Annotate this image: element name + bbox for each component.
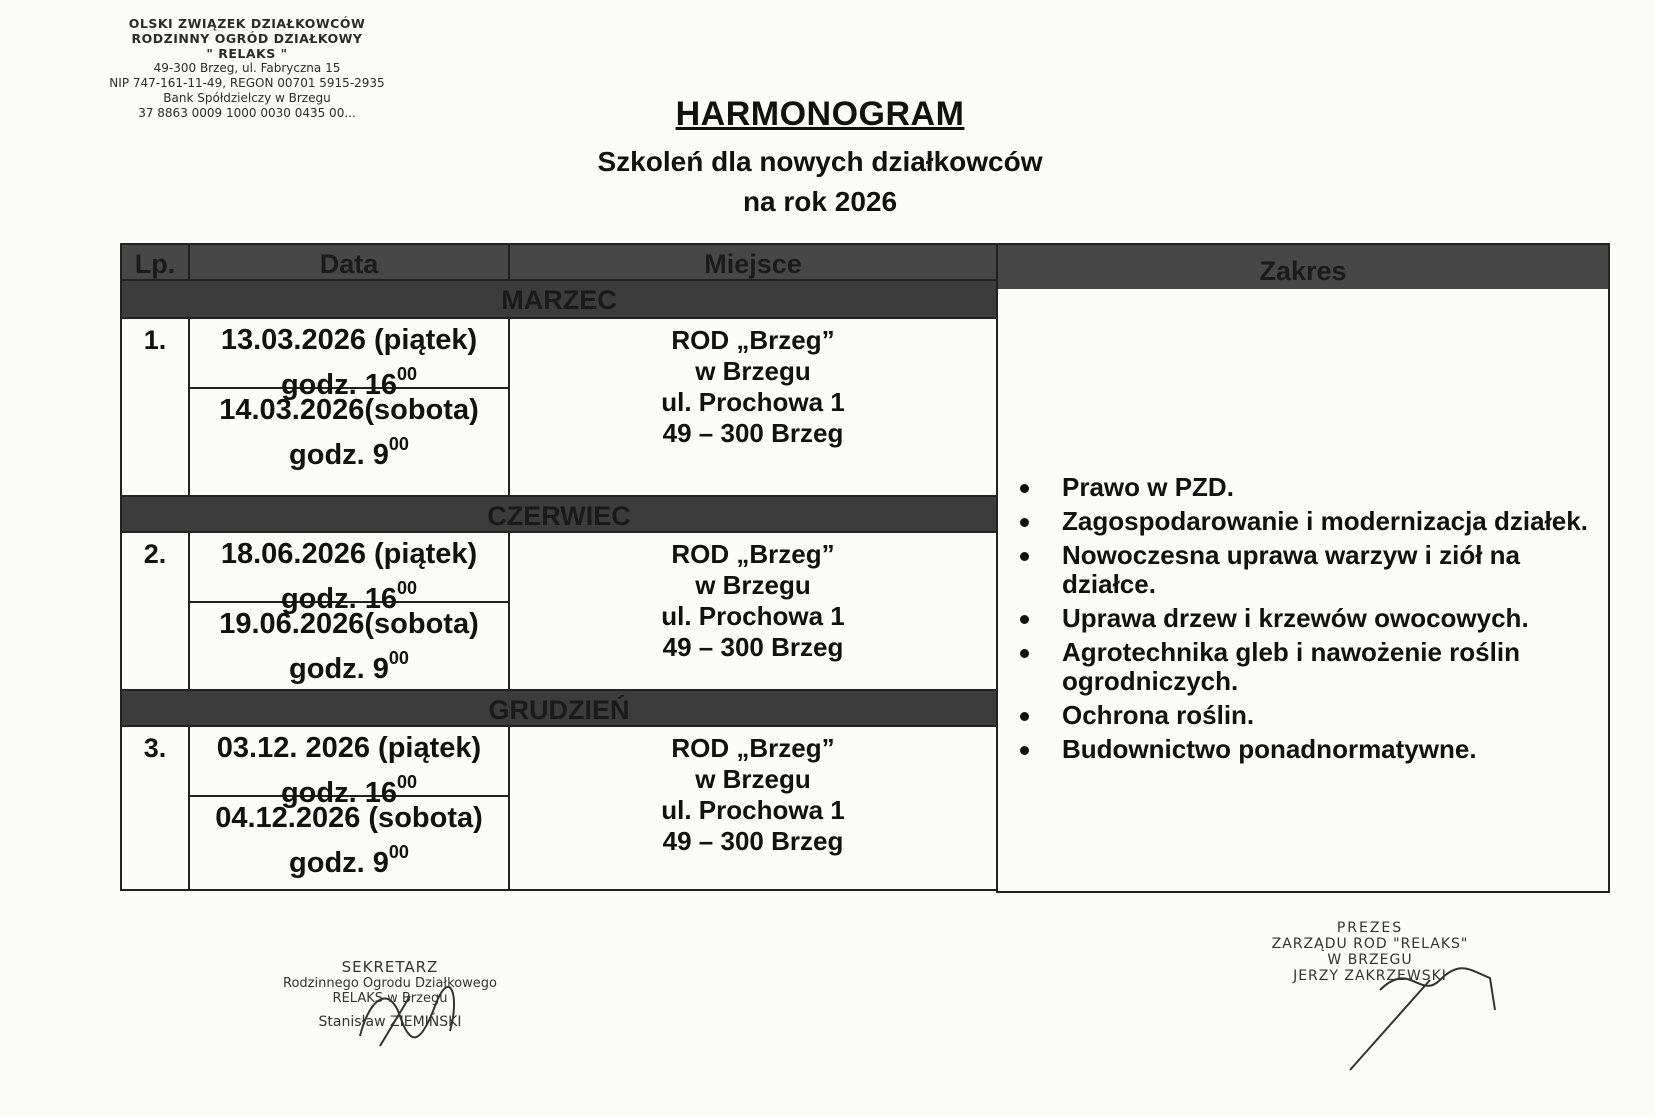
month-row-grudzien: GRUDZIEŃ bbox=[120, 689, 996, 727]
bullet-icon bbox=[1020, 712, 1029, 721]
zakres-cell bbox=[996, 289, 1610, 893]
date-cell-first bbox=[188, 319, 508, 401]
stamp-line: RODZINNY OGRÓD DZIAŁKOWY bbox=[131, 31, 363, 46]
column-header-lp: Lp. bbox=[120, 243, 188, 281]
date-text: 18.06.2026 (piątek) bbox=[220, 538, 478, 570]
place-cell bbox=[508, 319, 996, 495]
signature-name: Stanisław ZIEMIŃSKI bbox=[318, 1014, 462, 1030]
zakres-item bbox=[998, 701, 1608, 730]
document-title: HARMONOGRAM bbox=[675, 95, 965, 133]
time-minutes: 00 bbox=[396, 364, 418, 384]
place-cell bbox=[508, 727, 996, 891]
handwritten-signature-icon bbox=[340, 976, 480, 1056]
zakres-item bbox=[998, 473, 1608, 502]
zakres-text: Agrotechnika gleb i nawożenie roślin ogrodniczych. bbox=[1062, 637, 1520, 696]
time-value: godz. 9 bbox=[289, 847, 389, 879]
zakres-item bbox=[998, 507, 1608, 536]
stamp-line: " RELAKS " bbox=[206, 46, 288, 61]
date-cell-first bbox=[188, 533, 508, 615]
place-line: 49 – 300 Brzeg bbox=[662, 826, 844, 856]
place-line: ul. Prochowa 1 bbox=[661, 795, 845, 825]
document-header bbox=[520, 95, 1120, 218]
bullet-icon bbox=[1020, 746, 1029, 755]
time-text bbox=[190, 835, 508, 880]
place-line: 49 – 300 Brzeg bbox=[662, 418, 844, 448]
column-header-miejsce: Miejsce bbox=[508, 243, 996, 281]
zakres-text: Ochrona roślin. bbox=[1062, 700, 1255, 730]
stamp-line: 37 8863 0009 1000 0030 0435 00... bbox=[138, 106, 356, 120]
place-line: w Brzegu bbox=[695, 570, 811, 600]
signature-line: RELAKS w Brzegu bbox=[332, 991, 448, 1006]
zakres-item bbox=[998, 735, 1608, 764]
time-text bbox=[190, 641, 508, 686]
time-minutes: 00 bbox=[396, 578, 418, 598]
time-minutes: 00 bbox=[388, 434, 409, 454]
zakres-list bbox=[998, 473, 1608, 764]
date-text: 03.12. 2026 (piątek) bbox=[216, 732, 482, 764]
place-line: w Brzegu bbox=[695, 764, 811, 794]
zakres-item bbox=[998, 638, 1608, 696]
time-value: godz. 16 bbox=[280, 369, 397, 401]
row-number: 3. bbox=[120, 727, 188, 891]
place-line: w Brzegu bbox=[695, 356, 811, 386]
bullet-icon bbox=[1020, 649, 1029, 658]
time-minutes: 00 bbox=[388, 842, 409, 862]
signature-role: SEKRETARZ bbox=[341, 958, 439, 976]
zakres-text: Nowoczesna uprawa warzyw i ziół na działce. bbox=[1062, 540, 1521, 599]
row-number: 1. bbox=[120, 319, 188, 495]
place-line: ROD „Brzeg” bbox=[671, 733, 835, 763]
signature-president bbox=[1230, 920, 1510, 984]
date-cell-first bbox=[188, 727, 508, 809]
place-line: ROD „Brzeg” bbox=[671, 539, 835, 569]
place-line: 49 – 300 Brzeg bbox=[662, 632, 844, 662]
time-value: godz. 9 bbox=[289, 439, 389, 471]
time-minutes: 00 bbox=[396, 772, 418, 792]
time-value: godz. 16 bbox=[280, 777, 397, 809]
place-line: ul. Prochowa 1 bbox=[661, 601, 845, 631]
time-text bbox=[190, 427, 508, 472]
zakres-item bbox=[998, 604, 1608, 633]
place-line: ul. Prochowa 1 bbox=[661, 387, 845, 417]
date-cell-second bbox=[188, 389, 508, 495]
row-number: 2. bbox=[120, 533, 188, 689]
document-subtitle: Szkoleń dla nowych działkowców bbox=[597, 146, 1043, 177]
signature-role: PREZES bbox=[1336, 920, 1404, 936]
place-line: ROD „Brzeg” bbox=[671, 325, 835, 355]
schedule-table bbox=[120, 243, 1610, 893]
date-text: 19.06.2026(sobota) bbox=[219, 608, 479, 640]
stamp-line: OLSKI ZWIĄZEK DZIAŁKOWCÓW bbox=[128, 16, 366, 31]
stamp-line: NIP 747-161-11-49, REGON 00701 5915-2935 bbox=[109, 76, 385, 90]
zakres-text: Prawo w PZD. bbox=[1062, 472, 1234, 502]
date-text: 13.03.2026 (piątek) bbox=[220, 324, 478, 356]
time-value: godz. 9 bbox=[289, 653, 389, 685]
date-text: 04.12.2026 (sobota) bbox=[215, 802, 483, 834]
signature-line: W BRZEGU bbox=[1327, 952, 1413, 968]
bullet-icon bbox=[1020, 484, 1029, 493]
zakres-text: Zagospodarowanie i modernizacja działek. bbox=[1062, 506, 1588, 536]
column-header-data: Data bbox=[188, 243, 508, 281]
handwritten-signature-icon bbox=[1320, 960, 1520, 1080]
place-cell bbox=[508, 533, 996, 689]
zakres-text: Budownictwo ponadnormatywne. bbox=[1062, 734, 1477, 764]
time-minutes: 00 bbox=[388, 648, 409, 668]
date-cell-second bbox=[188, 797, 508, 891]
time-value: godz. 16 bbox=[280, 583, 397, 615]
organization-stamp bbox=[92, 16, 402, 121]
zakres-text: Uprawa drzew i krzewów owocowych. bbox=[1062, 603, 1529, 633]
bullet-icon bbox=[1020, 518, 1029, 527]
signature-name: JERZY ZAKRZEWSKI bbox=[1293, 968, 1447, 984]
stamp-line: Bank Spółdzielczy w Brzegu bbox=[163, 91, 331, 105]
document-year: na rok 2026 bbox=[742, 186, 898, 217]
bullet-icon bbox=[1020, 552, 1029, 561]
column-header-zakres: Zakres bbox=[996, 243, 1610, 289]
signature-secretary bbox=[250, 958, 530, 1030]
date-cell-second bbox=[188, 603, 508, 689]
stamp-line: 49-300 Brzeg, ul. Fabryczna 15 bbox=[153, 61, 341, 75]
bullet-icon bbox=[1020, 615, 1029, 624]
signature-line: Rodzinnego Ogrodu Działkowego bbox=[283, 976, 497, 991]
date-text: 14.03.2026(sobota) bbox=[219, 394, 479, 426]
month-row-marzec: MARZEC bbox=[120, 281, 996, 319]
signature-line: ZARZĄDU ROD "RELAKS" bbox=[1271, 936, 1469, 952]
zakres-item bbox=[998, 541, 1608, 599]
month-row-czerwiec: CZERWIEC bbox=[120, 495, 996, 533]
